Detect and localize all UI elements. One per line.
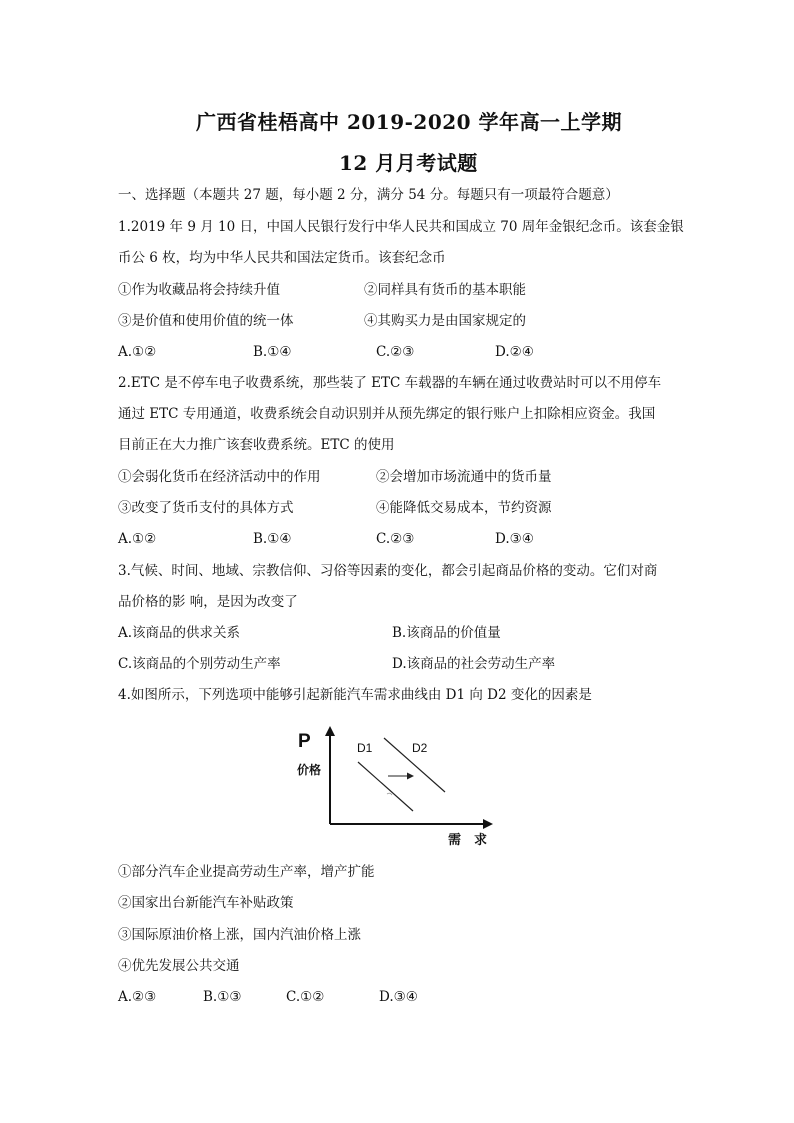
question-stem-line: 3.气候、时间、地域、宗教信仰、习俗等因素的变化，都会引起商品价格的变动。它们对商 (118, 563, 658, 579)
page-subtitle: 12 月月考试题 (339, 151, 478, 175)
answer-choice: B.①④ (253, 531, 292, 547)
answer-choice: A.①② (118, 531, 157, 547)
question-stem-line: 4.如图所示，下列选项中能够引起新能汽车需求曲线由 D1 向 D2 变化的因素是 (118, 687, 592, 703)
question-stem-line: 2.ETC 是不停车电子收费系统，那些装了 ETC 车载器的车辆在通过收费站时可以不用停车 (118, 375, 662, 391)
question-stem-line: 品价格的影 响，是因为改变了 (118, 594, 298, 610)
statement-item: ③改变了货币支付的具体方式 (118, 500, 294, 516)
shift-arrowhead (407, 773, 414, 780)
demand-shift-diagram (296, 724, 496, 852)
demand-curve-d1 (358, 762, 413, 811)
curve-label-d1: D1 (357, 741, 373, 755)
question-stem-line: 通过 ETC 专用通道，收费系统会自动识别并从预先绑定的银行账户上扣除相应资金。我国 (118, 406, 656, 422)
section-heading: 一、选择题（本题共 27 题，每小题 2 分，满分 54 分。每题只有一项最符合题意） (118, 187, 619, 203)
answer-choice: C.②③ (376, 344, 415, 360)
demand-shift-svg (296, 724, 496, 852)
x-axis-arrowhead (483, 819, 493, 829)
statement-item: ①作为收藏品将会持续升值 (118, 282, 280, 298)
y-axis-arrowhead (325, 726, 335, 736)
y-axis-label: 价格 (297, 763, 322, 777)
curve-label-d2: D2 (412, 741, 428, 755)
statement-item: ①会弱化货币在经济活动中的作用 (118, 469, 321, 485)
statement-item: ①部分汽车企业提高劳动生产率，增产扩能 (118, 864, 375, 880)
answer-choice: B.①③ (203, 989, 242, 1005)
answer-choice: A.②③ (118, 989, 157, 1005)
answer-choice: C.②③ (376, 531, 415, 547)
answer-choice: B.该商品的价值量 (392, 625, 501, 641)
statement-item: ④优先发展公共交通 (118, 958, 240, 974)
page-title: 广西省桂梧高中 2019-2020 学年高一上学期 (196, 110, 623, 134)
answer-choice: C.①② (286, 989, 325, 1005)
answer-choice: D.③④ (379, 989, 418, 1005)
y-axis-letter: P (298, 731, 311, 752)
statement-item: ③是价值和使用价值的统一体 (118, 313, 294, 329)
answer-choice: B.①④ (253, 344, 292, 360)
answer-choice: D.③④ (495, 531, 534, 547)
answer-choice: C.该商品的个别劳动生产率 (118, 656, 281, 672)
statement-item: ②国家出台新能汽车补贴政策 (118, 895, 294, 911)
answer-choice: D.②④ (495, 344, 534, 360)
statement-item: ③国际原油价格上涨，国内汽油价格上涨 (118, 927, 361, 943)
statement-item: ④其购买力是由国家规定的 (364, 313, 526, 329)
x-axis-label: 需 求 (448, 833, 488, 848)
question-stem-line: 目前正在大力推广该套收费系统。ETC 的使用 (118, 437, 395, 453)
statement-item: ②会增加市场流通中的货币量 (376, 469, 552, 485)
scan-mark (387, 793, 392, 795)
answer-choice: D.该商品的社会劳动生产率 (392, 656, 556, 672)
answer-choice: A.该商品的供求关系 (118, 625, 241, 641)
statement-item: ④能降低交易成本，节约资源 (376, 500, 552, 516)
question-stem-line: 币公 6 枚，均为中华人民共和国法定货币。该套纪念币 (118, 250, 446, 266)
question-stem-line: 1.2019 年 9 月 10 日，中国人民银行发行中华人民共和国成立 70 周年金银纪念币。该套金银 (118, 219, 684, 235)
statement-item: ②同样具有货币的基本职能 (364, 282, 526, 298)
answer-choice: A.①② (118, 344, 157, 360)
